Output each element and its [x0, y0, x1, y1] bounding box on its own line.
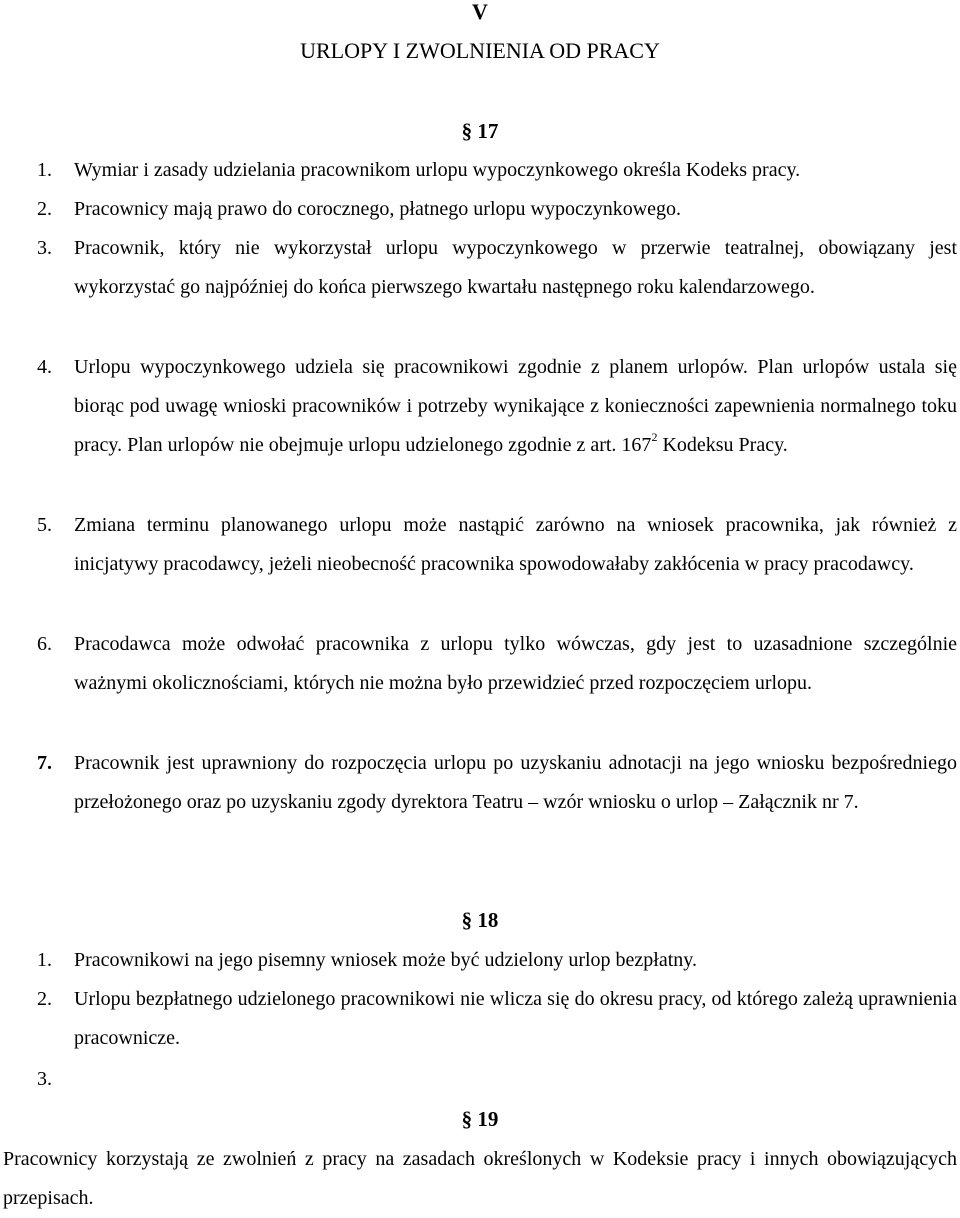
- section-paragraph: Pracownicy korzystają ze zwolnień z pracy na zasadach określonych w Kodeksie pracy i innych obowiązujących przepisach.: [3, 1148, 957, 1209]
- section-heading-19: § 19: [461, 1107, 499, 1131]
- item-number: 1.: [37, 159, 52, 181]
- item-number: 3.: [37, 237, 52, 259]
- item-text: Wymiar i zasady udzielania pracownikom urlopu wypoczynkowego określa Kodeks pracy.: [74, 159, 801, 181]
- item-text: Pracownikowi na jego pisemny wniosek może być udzielony urlop bezpłatny.: [74, 949, 697, 971]
- item-text: [74, 1060, 957, 1099]
- item-text-main: Urlopu wypoczynkowego udziela się pracownikowi zgodnie z planem urlopów. Plan urlopów ustala się biorąc pod uwagę wnioski pracowników i potrzeby wynikające z konieczności zapewnienia normalnego toku pracy. Plan urlopów nie obejmuje urlopu udzielonego zgodnie z art. 167: [74, 356, 957, 456]
- list-item: [37, 151, 957, 190]
- chapter-title: URLOPY I ZWOLNIENIA OD PRACY: [300, 38, 660, 63]
- item-number: 2.: [37, 198, 52, 220]
- list-item: [37, 348, 957, 465]
- item-number: 7.: [37, 752, 52, 774]
- item-text: Pracownicy mają prawo do corocznego, płatnego urlopu wypoczynkowego.: [74, 198, 682, 220]
- item-number: 4.: [37, 356, 52, 378]
- item-text: Zmiana terminu planowanego urlopu może nastąpić zarówno na wniosek pracownika, jak również z inicjatywy pracodawcy, jeżeli nieobecność pracownika spowodowałaby zakłócenia w pracy pracodawcy.: [74, 514, 957, 575]
- item-text-tail: Kodeksu Pracy.: [657, 434, 788, 456]
- item-text: Pracownik, który nie wykorzystał urlopu wypoczynkowego w przerwie teatralnej, obowiązany jest wykorzystać go najpóźniej do końca pierwszego kwartału następnego roku kalendarzowego.: [74, 237, 957, 298]
- item-number: 3.: [37, 1068, 52, 1090]
- item-number: 5.: [37, 514, 52, 536]
- list-item: [37, 744, 957, 822]
- list-item: [37, 941, 957, 980]
- list-item: [37, 1060, 957, 1099]
- list-item: [37, 506, 957, 584]
- section-heading-17: § 17: [461, 119, 499, 143]
- item-number: 1.: [37, 949, 52, 971]
- chapter-number: V: [472, 0, 488, 24]
- item-number: 6.: [37, 633, 52, 655]
- item-text: Pracodawca może odwołać pracownika z urlopu tylko wówczas, gdy jest to uzasadnione szczególnie ważnymi okolicznościami, których nie można było przewidzieć przed rozpoczęciem urlopu.: [74, 633, 957, 694]
- list-item: [37, 190, 957, 229]
- item-text: [74, 348, 957, 465]
- item-text: Pracownik jest uprawniony do rozpoczęcia urlopu po uzyskaniu adnotacji na jego wniosku bezpośredniego przełożonego oraz po uzyskaniu zgody dyrektora Teatru – wzór wniosku o urlop – Załącznik nr 7.: [74, 752, 957, 813]
- article-superscript: 2: [651, 430, 658, 445]
- section-heading-18: § 18: [461, 908, 499, 932]
- item-number: 2.: [37, 988, 52, 1010]
- item-text: Urlopu bezpłatnego udzielonego pracownikowi nie wlicza się do okresu pracy, od którego zależą uprawnienia pracownicze.: [74, 988, 957, 1049]
- list-item: [37, 980, 957, 1058]
- list-item: [37, 229, 957, 307]
- list-item: [37, 625, 957, 703]
